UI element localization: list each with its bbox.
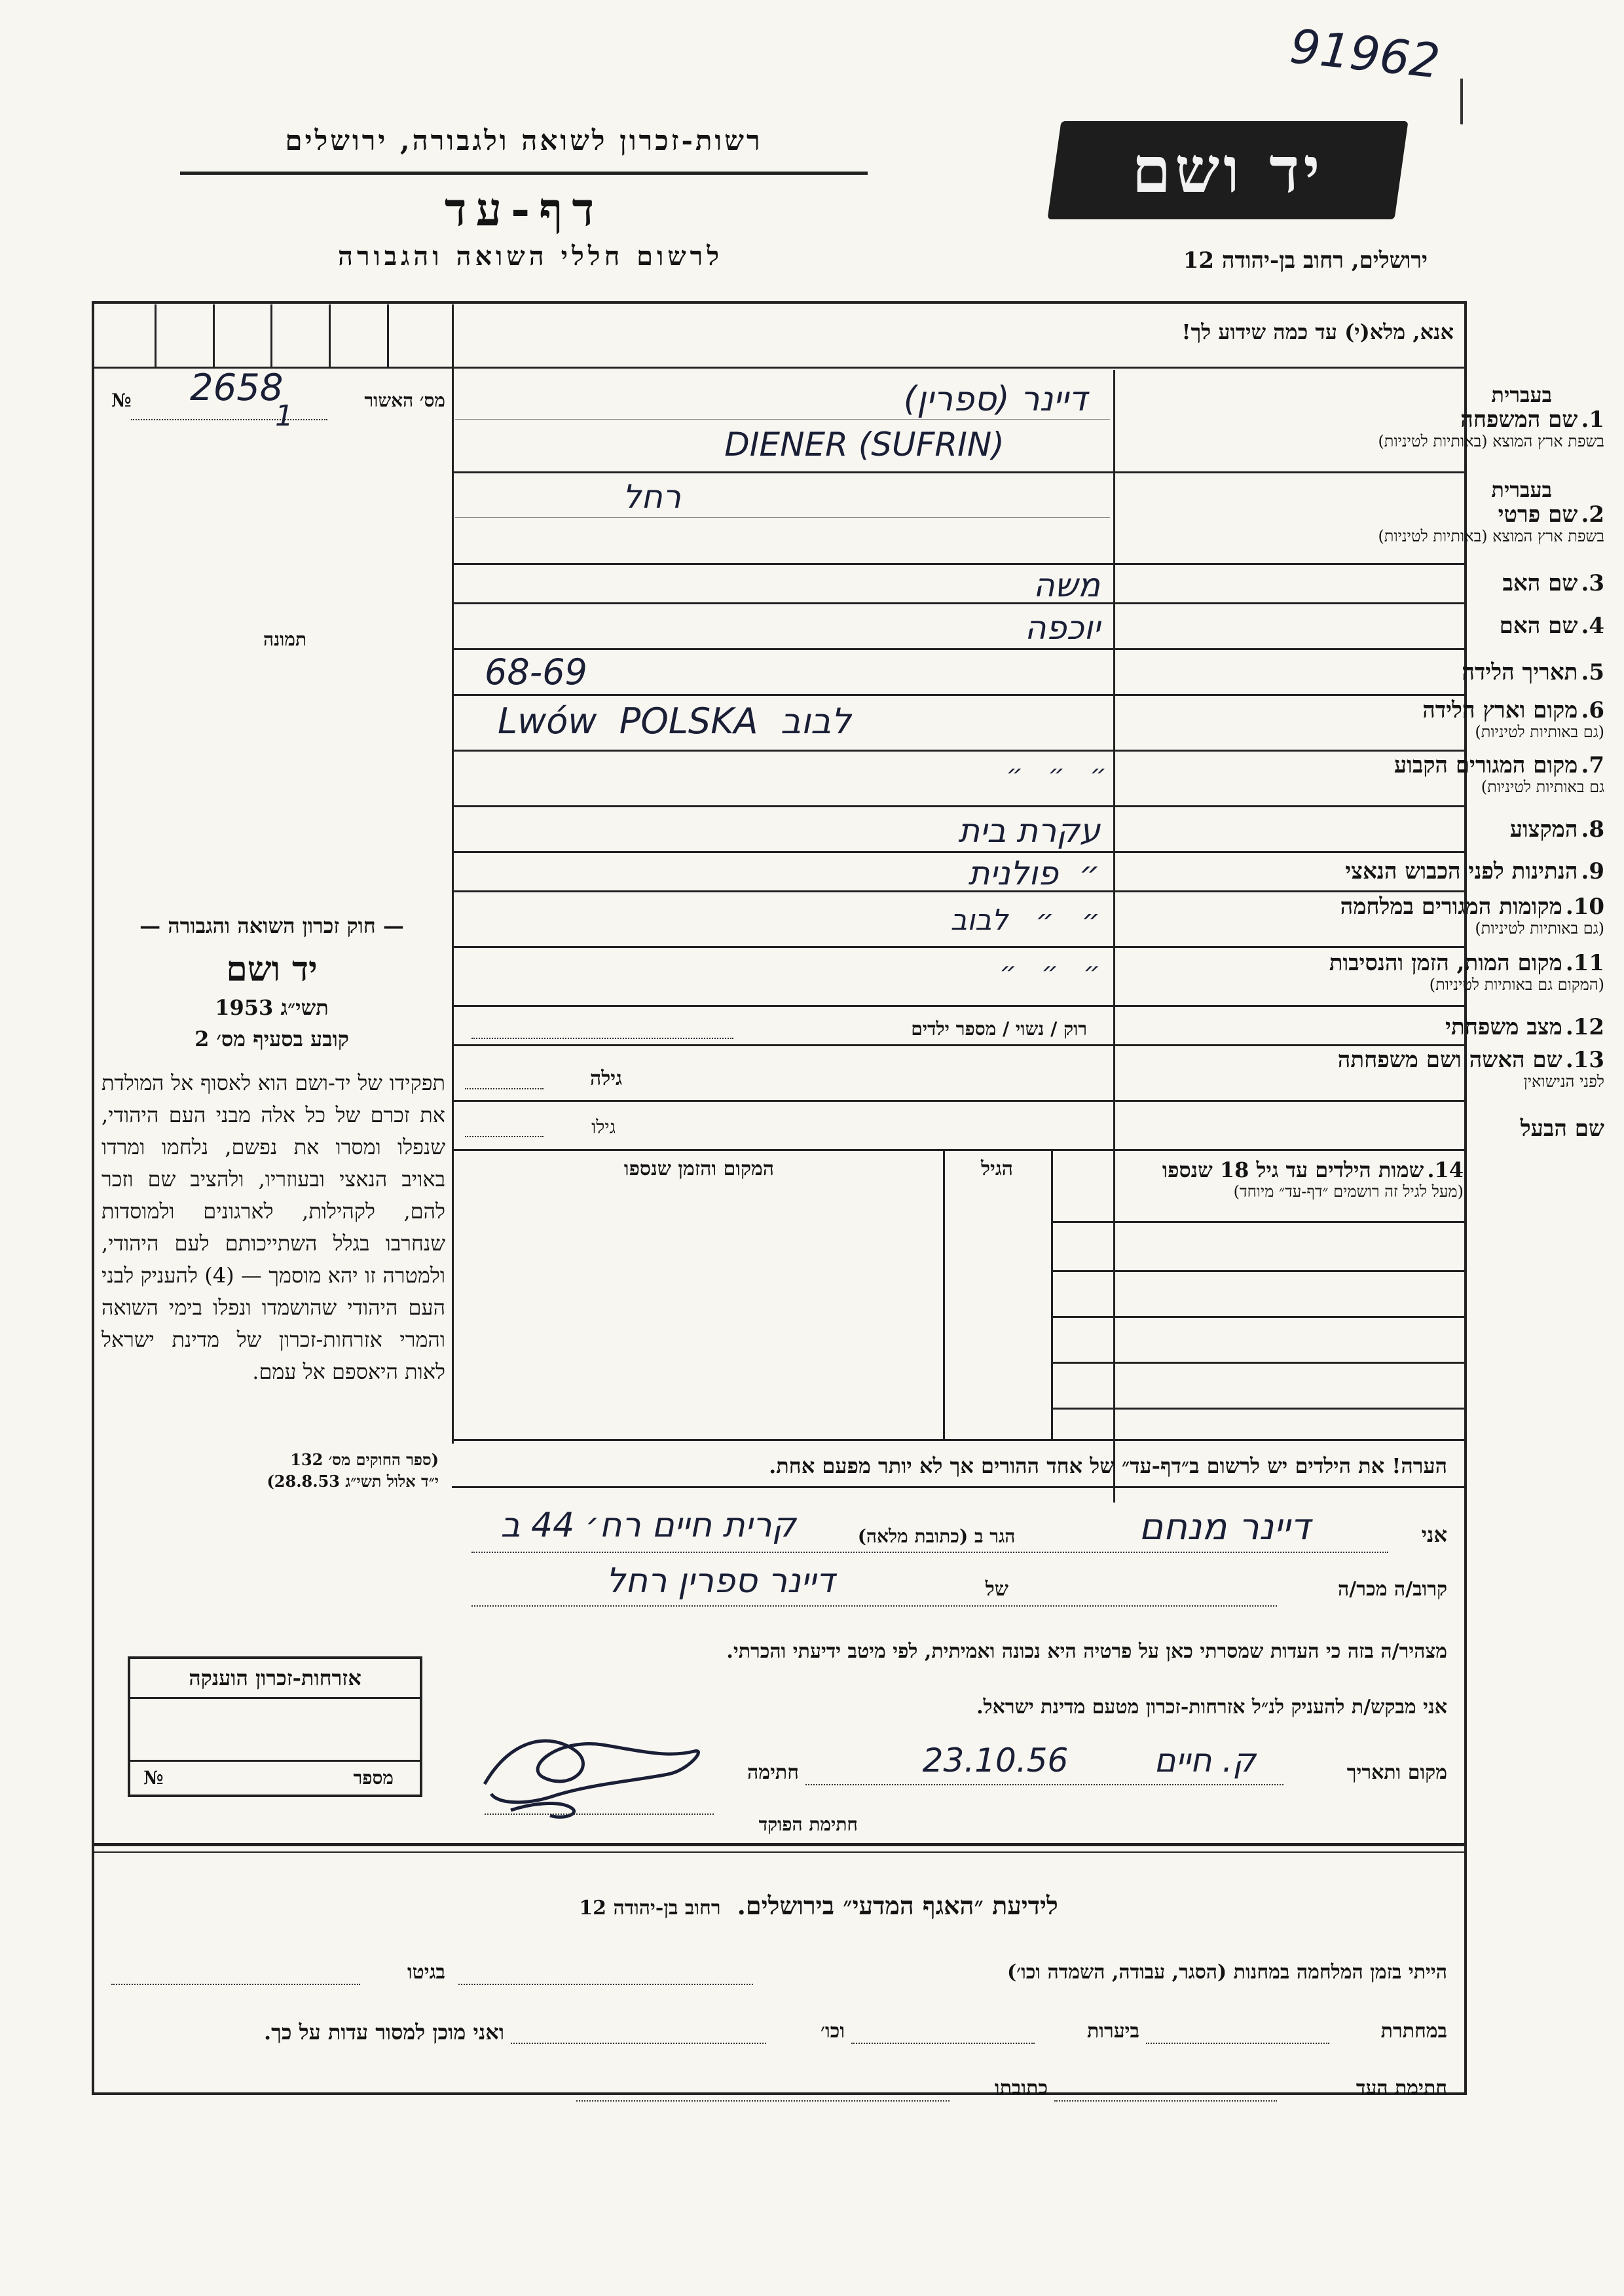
row-1-label (1264, 383, 1604, 450)
relative-label: קרוב/ה מכר/ה (1338, 1578, 1447, 1601)
row-6-label (1264, 698, 1604, 742)
relative-name: דיינר ספרין רחל (606, 1561, 835, 1601)
husband-age-dotline (465, 1136, 544, 1137)
row-5-label (1264, 660, 1604, 685)
children-col-divider-2 (943, 1151, 945, 1439)
row-2-text: שם פרטי (1498, 501, 1578, 528)
row-12-label (1264, 1015, 1604, 1040)
row-3-text: שם האב (1502, 570, 1578, 596)
header-rule (180, 172, 868, 175)
wartime-residence: ״ ״ לבוב (950, 903, 1100, 937)
relative-dotline (471, 1605, 1277, 1607)
corner-mark (1460, 79, 1463, 124)
nationality: ״ פולנית (968, 854, 1100, 892)
row-7-num: 7. (1581, 752, 1604, 778)
row-5-num: 5. (1581, 659, 1604, 685)
children-sub: (מעל לגיל זה רושמים ״דף-עד״ מיוחד) (1233, 1182, 1464, 1201)
approval-label: מס׳ האשור (364, 390, 445, 411)
row-12-num: 12. (1565, 1014, 1604, 1040)
row-husband-label (1264, 1116, 1604, 1142)
row-rule (452, 1044, 1467, 1046)
row-rule (452, 563, 1467, 565)
row-2-label (1264, 478, 1604, 545)
birth-place: Lwów POLSKA לבוב (498, 701, 851, 742)
children-col-age: הגיל (980, 1157, 1014, 1180)
footer-line-1-end: בגיטו (407, 1961, 445, 1984)
children-note: הערה! את הילדים יש לרשום ב״דף-עד״ של אחד ההורים אך לא יותר מפעם אחת. (769, 1453, 1447, 1478)
children-row-rule (1051, 1316, 1467, 1318)
row-13-text: שם האשה ושם משפחתה (1337, 1047, 1562, 1073)
marital-dotline (471, 1038, 733, 1039)
footer-title-text: לידיעת ״האגף המדעי״ בירושלים. (737, 1891, 1058, 1920)
row-rule (452, 851, 1467, 853)
row-11-label (1264, 951, 1604, 994)
row-11-num: 11. (1565, 950, 1604, 976)
marital-status-options: רוק / נשוי / מספר ילדים (911, 1018, 1087, 1040)
footer-title (458, 1891, 1179, 1921)
family-name-latin: DIENER (SUFRIN) (724, 426, 1005, 464)
form-title: דף-עד (444, 182, 604, 236)
row-9-num: 9. (1581, 858, 1604, 884)
row-13-num: 13. (1565, 1047, 1604, 1073)
row-2-num: 2. (1581, 501, 1604, 528)
citizenship-box (128, 1656, 422, 1797)
row-9-text: הנתינות לפני הכבוש הנאצי (1345, 858, 1578, 884)
intro-rule (92, 367, 1467, 369)
footer-etc: וכו׳ (821, 2020, 845, 2043)
footer-line-2-end: ואני מוכן למסור עדות על כך. (263, 2020, 504, 2045)
husband-age-label: גילו (591, 1116, 616, 1138)
approval-no-label: № (111, 390, 132, 411)
header-address: ירושלים, רחוב בן-יהודה 12 (1183, 247, 1428, 274)
approval-number-sub: 1 (275, 399, 293, 433)
footer-line-1: הייתי בזמן המלחמה במחנות (הסגר, עבודה, השמדה וכו׳) (1006, 1961, 1447, 1984)
row-6-num: 6. (1581, 697, 1604, 723)
footer-forests: ביערות (1086, 2020, 1139, 2043)
declarant-signature (471, 1712, 720, 1823)
row-7-label (1264, 753, 1604, 797)
footer-etc-dotline (511, 2043, 766, 2044)
row-rule (452, 648, 1467, 650)
row-8-num: 8. (1581, 816, 1604, 843)
row-rule (452, 946, 1467, 948)
declaration-date: 23.10.56 (922, 1741, 1069, 1779)
law-year: תשי״ג 1953 (215, 995, 329, 1020)
citizenship-no-label: № (143, 1767, 164, 1789)
footer-forests-dotline (851, 2043, 1035, 2044)
footer-rule (92, 1843, 1467, 1846)
children-label (1058, 1157, 1464, 1201)
footer-underground-dotline (1146, 2043, 1329, 2044)
row-subrule (455, 419, 1110, 420)
note-rule (452, 1486, 1467, 1488)
row-1-tag: בעברית (1491, 382, 1552, 407)
mother-name: יוכפה (1024, 609, 1100, 647)
row-12-text: מצב משפחתי (1445, 1014, 1562, 1040)
authority-name: רשות-זכרון לשואה ולגבורה, ירושלים (285, 124, 763, 156)
family-name-hebrew: דיינר (ספרין) (903, 380, 1087, 419)
form-subtitle: לרשום חללי השואה והגבורה (337, 241, 724, 272)
official-sig-dotline (485, 1813, 714, 1815)
row-rule (452, 694, 1467, 696)
row-4-text: שם האם (1499, 613, 1578, 639)
footer-address: רחוב בן-יהודה 12 (579, 1897, 721, 1920)
children-row-rule (1051, 1408, 1467, 1410)
row-10-num: 10. (1565, 894, 1604, 920)
law-body: תפקידו של יד-ושם הוא לאסוף אל המולדת את זכרם של כל אלה מבני העם היהודי, שנפלו ומסרו את נפשם, נלחמו ומרדו באויב הנאצי ובעוזריו, ולהציב שם וזכר להם, לקהילות, לארגונים ולמוסדות שנחרבו בגלל השתייכותם לעם היהודי, ולמטרה זו יהא מוסמך — (4) להעניק לבני העם היהודי שהושמדו ונפלו בימי השואה והמרי אזרחות-זכרון של מדינת ישראל לאות היאספם אל עמם. (101, 1070, 446, 1384)
row-2-tag: בעברית (1491, 477, 1552, 502)
footer-ghetto-dotline (111, 1984, 360, 1985)
row-7-text: מקום המגורים הקבוע (1393, 752, 1578, 778)
children-title: שמות הילדים עד גיל 18 שנספו (1162, 1157, 1424, 1182)
children-row-rule (1051, 1270, 1467, 1272)
row-11-text: מקום המות, הזמן והנסיבות (1329, 950, 1562, 976)
row-3-num: 3. (1581, 570, 1604, 596)
declarant-name: דיינר מנחם (1139, 1506, 1310, 1548)
approval-number: 2658 (190, 367, 284, 409)
row-husband-text: שם הבעל (1520, 1116, 1604, 1142)
row-2-sub: בשפת ארץ המוצא (באותיות לטיניות) (1378, 526, 1604, 545)
request: אני מבקש/ת להעניק לנ״ל אזרחות-זכרון מטעם מדינת ישראל. (976, 1696, 1447, 1719)
row-5-text: תאריך הלידה (1462, 659, 1578, 685)
footer-address-dotline (576, 2100, 950, 2102)
row-8-label (1264, 817, 1604, 843)
row-13-label (1264, 1048, 1604, 1091)
row-rule (452, 1005, 1467, 1007)
children-row-rule (1051, 1362, 1467, 1364)
ani-label: אני (1421, 1522, 1447, 1547)
row-rule (452, 471, 1467, 473)
row-6-text: מקום וארץ הלידה (1422, 697, 1578, 723)
row-rule (452, 805, 1467, 807)
left-column-divider (452, 304, 454, 1444)
row-4-num: 4. (1581, 613, 1604, 639)
footer-witness-address: כתובתו (994, 2077, 1048, 2100)
label-column-divider (1113, 370, 1115, 1503)
declarant-dotline (471, 1552, 1388, 1553)
death-place: ״ ״ ״ (999, 957, 1100, 987)
yad-vashem-logo (1047, 121, 1408, 219)
approval-tickbox (98, 304, 445, 367)
children-col-place: המקום והזמן שנספו (623, 1157, 775, 1180)
children-col-divider-1 (1051, 1151, 1053, 1439)
declarant-address: קרית חיים רח׳ 44 ב (500, 1506, 796, 1545)
resides-label: הגר ב (כתובת מלאה) (857, 1525, 1016, 1547)
footer-line-1-dotline (458, 1984, 753, 1985)
approval-dotline (131, 419, 327, 420)
first-name-hebrew: רחל (622, 478, 681, 516)
declaration-place: ק. חיים (1154, 1741, 1256, 1779)
photo-label: תמונה (263, 629, 307, 650)
children-row-rule (1051, 1221, 1467, 1223)
place-date-dotline (805, 1784, 1283, 1785)
children-num: 14. (1427, 1157, 1464, 1182)
row-13-sub: לפני הנישואין (1523, 1072, 1604, 1091)
of-label: של (985, 1578, 1008, 1601)
profession: עקרת בית (958, 812, 1100, 850)
row-10-text: מקומות המגורים במלחמה (1340, 894, 1562, 920)
signature-label: חתימה (747, 1761, 799, 1784)
row-3-label (1264, 571, 1604, 596)
law-title: יד ושם (226, 949, 318, 989)
row-1-num: 1. (1581, 406, 1604, 433)
row-10-sub: (גם באותיות לטיניות) (1475, 919, 1604, 938)
birth-date: 68-69 (485, 651, 587, 693)
statement: מצהיר/ה בזה כי העדות שמסרתי כאן על פרטיה היא נכונה ואמיתית, לפי מיטב ידיעתי והכרתי. (726, 1640, 1447, 1663)
children-bottom-rule (452, 1439, 1467, 1441)
row-1-sub: בשפת ארץ המוצא (באותיות לטיניות) (1378, 431, 1604, 450)
law-heading: — חוק זכרון השואה והגבורה — (139, 913, 404, 938)
citizenship-number-label: מספר (353, 1767, 394, 1789)
place-date-label: מקום ותאריך (1346, 1761, 1447, 1784)
row-1-text: שם המשפחה (1460, 406, 1578, 433)
law-section: קובע בסעיף מס׳ 2 (194, 1027, 349, 1051)
row-8-text: המקצוע (1509, 816, 1578, 843)
row-10-label (1264, 894, 1604, 938)
row-6-sub: (גם באותיות לטיניות) (1475, 723, 1604, 742)
row-4-label (1264, 613, 1604, 639)
reference-number: 91962 (1287, 18, 1443, 89)
logo-text: יד ושם (1132, 133, 1324, 207)
footer-rule-2 (92, 1851, 1467, 1853)
row-rule (452, 1100, 1467, 1102)
law-ref-1: (ספר החוקים מס׳ 132 (290, 1450, 439, 1469)
residence: ״ ״ ״ (1006, 759, 1107, 790)
footer-witness-dotline (1054, 2100, 1277, 2102)
law-ref-2: י״ד אלול תשי״ג 28.8.53) (267, 1472, 439, 1491)
footer-underground: במחתרת (1380, 2020, 1447, 2043)
wife-age-dotline (465, 1088, 544, 1089)
intro-line: אנא, מלא(י) עד כמה שידוע לך! (1181, 319, 1454, 344)
footer-witness-sig: חתימת העד (1356, 2077, 1447, 2100)
row-11-sub: (המקום גם באותיות לטיניות) (1429, 975, 1604, 994)
wife-age-label: גילה (589, 1067, 622, 1090)
row-rule (452, 1149, 1467, 1151)
citizenship-title: אזרחות-זכרון הוענקה (130, 1659, 420, 1699)
father-name: משה (1033, 566, 1100, 604)
official-signature-label: חתימת הפוקד (758, 1813, 858, 1835)
citizenship-number-row (130, 1760, 420, 1795)
row-7-sub: גם באותיות לטיניות) (1481, 778, 1604, 797)
row-9-label (1264, 859, 1604, 884)
row-rule (452, 750, 1467, 752)
row-subrule (455, 517, 1110, 518)
